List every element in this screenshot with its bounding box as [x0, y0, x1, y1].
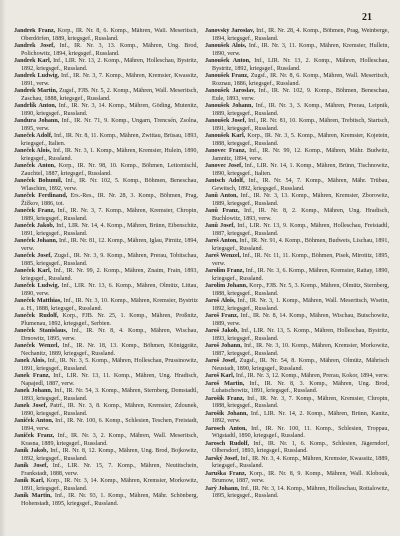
entry	[205, 238, 389, 253]
entry-details: Inf., IR. Nr. 3, 13. Komp., Mähren, Kremsier, Zborowitz, 1889, kriegsgef., Russland.	[212, 193, 389, 207]
entry-details: Inf., LIR. Nr. 13, 5. Komp., Mähren, Holleschau, Bystritz, 1893, kriegsgef., Russland.	[212, 328, 389, 342]
entry	[14, 403, 198, 418]
entry	[14, 448, 198, 463]
entry	[205, 103, 389, 118]
entry-details: Inf., IR. Nr. 3, 7. Komp., Mähren, Kremsier, Chropin, 1888, kriegsgef., Russland.	[212, 395, 389, 409]
entry	[205, 471, 389, 486]
entry-details: Inf., LIR. Nr. 15, 7. Komp., Mähren, Neutitschein, Frankstadt, 1888, verw.	[21, 463, 198, 477]
entry-name: Janoušek Jaroslav,	[205, 88, 256, 94]
entry	[14, 283, 198, 298]
entry-details: Korp., IR. Nr. 98, 10. Komp., Böhmen, Leitomischl, Zauchtel, 1887, kriegsgef., Russland.	[21, 163, 198, 177]
entry-details: Zugsf., IR. Nr. 3, 9. Komp., Mähren, Prerau, Tobitschau, 1885, kriegsgef., Russland.	[21, 253, 198, 267]
entry-details: Inf., LIR. Nr. 13, 6. Komp., Mähren, Olmütz, Littau, 1890, verw.	[21, 283, 198, 297]
entry-name: Janiček Franz,	[14, 433, 55, 439]
entry	[205, 343, 389, 358]
entry-name: Jarošík Franz,	[205, 395, 245, 402]
entry	[14, 133, 198, 148]
entry-name: Jarý Johann,	[205, 485, 240, 492]
entry-name: Janek Josef,	[14, 403, 48, 409]
entry-details: Inf., LIR. Nr. 13, 11. Komp., Mähren, Ung. Hradisch, Napajedl, 1887, verw.	[21, 373, 198, 387]
entry-name: Jaroš Jakob,	[205, 328, 239, 334]
entry-details: Inf., IR. Nr. 3, 13. Komp., Mähren, Ung. Brod, Polichowitz, 1894, kriegsgef., Russland.	[21, 43, 198, 57]
entry-name: Janek Johann,	[14, 388, 53, 394]
entry	[205, 411, 389, 426]
entry	[14, 493, 198, 508]
entry-details: Inf., LIR. Nr. 14, 4. Komp., Mähren, Brünn, Eibenschitz, 1891, kriegsgef., Russland.	[21, 223, 198, 237]
entry	[14, 343, 198, 358]
entry-name: Jareš Anton,	[205, 238, 238, 244]
entry-details: Inf., IR. Nr. 1, 6. Komp., Schlesien, Jägerndorf, Olbersdorf, 1893, kriegsgef., Russland.	[212, 440, 389, 454]
entry	[205, 313, 389, 328]
entry-name: Jandrek Martin,	[14, 88, 58, 94]
entry-name: Janeček Rudolf,	[14, 313, 59, 319]
entry-name: Janík Jakob,	[14, 448, 49, 454]
column-left	[14, 28, 198, 530]
entry-name: Jandrek Franz,	[14, 28, 56, 34]
entry	[14, 58, 198, 73]
entry-name: Jandura Johann,	[14, 118, 60, 124]
entry-details: Inf., IR. Nr. 81, 12. Komp., Mähren, Iglau, Pirnitz, 1894, verw.	[21, 238, 198, 252]
entry-details: Inf., IR. Nr. 18, 13. Komp., Böhmen, Königgrätz, Nechanitz, 1889, kriegsgef., Russland.	[21, 343, 198, 357]
entry-details: Inf., IR. Nr. 8, 12. Komp., Mähren, Ung. Brod, Bojkowitz, 1892, kriegsgef., Russland.	[21, 448, 198, 462]
entry	[14, 28, 198, 43]
entry	[205, 43, 389, 58]
entry-details: Inf., IR. Nr. 54, 7. Komp., Mähren, Mähr. Trübau, Gewitsch, 1892, kriegsgef., Russland.	[212, 178, 389, 192]
entry	[205, 223, 389, 238]
entry	[205, 283, 389, 298]
entry-name: Janeček Johann,	[14, 238, 58, 244]
entry-details: Inf., IR. Nr. 99, 2. Komp., Mähren, Znaim, Frain, 1893, kriegsgef., Russland.	[21, 268, 198, 282]
column-right	[205, 28, 389, 530]
entry	[14, 148, 198, 163]
entry	[14, 223, 198, 238]
entry	[14, 358, 198, 373]
entry-details: Zugsf., IR. Nr. 8, 6. Komp., Mähren, Wall. Meseritsch, Roznau, 1886, kriegsgef., Russland.	[212, 73, 389, 87]
entry-details: Inf., IR. Nr. 3, 4. Komp., Mähren, Kremsier, Kwassitz, 1889, kriegsgef., Russland.	[212, 455, 389, 469]
entry	[205, 358, 389, 373]
entry-name: Janoušek Josef,	[205, 118, 247, 124]
entry-name: Jaroš Karl,	[205, 373, 235, 379]
entry-name: Jantsch Adolf,	[205, 178, 245, 184]
entry	[14, 88, 198, 103]
entry-details: Inf., IR. Nr. 3, 11. Komp., Mähren, Kremsier, Hullein, 1890, verw.	[212, 43, 389, 57]
entry-details: Inf., IR. Nr. 102, 5. Komp., Böhmen, Beneschau, Wlaschim, 1892, verw.	[21, 178, 198, 192]
entry-name: Jandrek Ludwig,	[14, 73, 60, 79]
entry	[205, 456, 389, 471]
entry-name: Janeček Wenzel,	[14, 343, 59, 349]
entry-details: Inf., IR. Nr. 100, 6. Komp., Schlesien, Teschen, Freistadt, 1894, verw.	[21, 418, 198, 432]
entry	[205, 178, 389, 193]
entry-details: Zugsf., IR. Nr. 54, 8. Komp., Mähren, Olmütz, Mährisch Neustadt, 1890, kriegsgef., Russland.	[212, 358, 389, 372]
entry-name: Jarský Josef,	[205, 455, 239, 462]
entry	[205, 133, 389, 148]
entry-name: Jarolím Johann,	[205, 283, 248, 289]
entry-details: Inf., IR. Nr. 102, 9. Komp., Böhmen, Beneschau, Eule, 1893, verw.	[212, 88, 389, 102]
entry-name: Janík Karl,	[14, 478, 45, 484]
entry-details: Inf., IR. Nr. 3, 6. Komp., Mähren, Kremsier, Rattay, 1890, kriegsgef., Russland.	[212, 268, 389, 282]
entry	[205, 268, 389, 283]
entry-name: Janeček Stanislaus,	[14, 328, 68, 334]
entry-details: Inf., IR. Nr. 91, 4. Komp., Böhmen, Budweis, Lischau, 1891, kriegsgef., Russland.	[212, 238, 389, 252]
entry-details: Ers.-Res., IR. Nr. 28, 3. Komp., Böhmen, Prag, Žižkov, 1886, tot.	[21, 193, 198, 207]
entry-details: Inf., IR. Nr. 100, 11. Komp., Schlesien, Troppau, Wigstadtl, 1890, kriegsgef., Russland.	[212, 425, 389, 439]
entry	[205, 58, 389, 73]
entry-details: Inf., IR. Nr. 8, 11. Komp., Mähren, Zwittau, Brüsau, 1893, kriegsgef., Italien.	[21, 133, 198, 147]
entry	[14, 373, 198, 388]
entry	[14, 238, 198, 253]
entry-details: Inf., IR. Nr. 3, 14. Komp., Mähren, Holleschau, Rottalowitz, 1895, kriegsgef., Russland.	[212, 485, 389, 499]
entry-name: Janek Alois,	[14, 358, 46, 364]
entry	[14, 253, 198, 268]
entry	[14, 163, 198, 178]
entry-details: Inf., IR. Nr. 3, 12. Komp., Mähren, Prerau, Kokor, 1894, verw.	[235, 373, 389, 379]
entry-name: Jarošík Johann,	[205, 410, 248, 417]
entry	[14, 433, 198, 448]
entry-details: Inf., IR. Nr. 3, 10. Komp., Mähren, Kremsier, Morkowitz, 1887, kriegsgef., Russland.	[212, 343, 389, 357]
entry-details: Zugsf., FJB. Nr. 5, 2. Komp., Mähren, Wall. Meseritsch, Zaschau, 1888, kriegsgef., Russland.	[21, 88, 198, 102]
entry-name: Janek Franz,	[14, 373, 50, 379]
entry-details: Inf., IR. Nr. 99, 12. Komp., Mähren, Mähr. Budwitz, Jamnitz, 1894, verw.	[212, 148, 389, 162]
entry	[14, 418, 198, 433]
entry	[205, 28, 389, 43]
entry-name: Jaruška Franz,	[205, 470, 247, 477]
entry-name: Jandrek Karl,	[14, 58, 52, 64]
entry	[205, 486, 389, 501]
entry	[205, 396, 389, 411]
entry-details: Inf., IR. Nr. 8, 14. Komp., Mähren, Wischau, Butschowitz, 1889, verw.	[212, 313, 389, 327]
entry	[14, 388, 198, 403]
entry-name: Janeček Ludwig,	[14, 283, 60, 289]
entry-name: Janeček Matthias,	[14, 298, 62, 304]
entry-name: Janeček Ferdinand,	[14, 193, 68, 199]
entry-details: Inf., LIR. Nr. 14, 1. Komp., Mähren, Brünn, Tischnowitz, 1890, kriegsgef., Italien.	[212, 163, 389, 177]
entry	[205, 118, 389, 133]
entry-name: Janoušek Karl,	[205, 133, 246, 139]
entry-name: Janů Franz,	[205, 208, 240, 214]
entry-name: Janovec Franz,	[205, 148, 247, 154]
entry-name: Janovec Josef,	[205, 163, 243, 169]
entry-name: Jaroš Franz,	[205, 313, 239, 319]
entry	[14, 463, 198, 478]
entry	[14, 328, 198, 343]
entry	[205, 381, 389, 396]
entry-details: Inf., IR. Nr. 54, 3. Komp., Mähren, Sternberg, Domstadtl, 1893, kriegsgef., Russland.	[21, 388, 198, 402]
entry-name: Janů Anton,	[205, 193, 238, 199]
entry-details: Korp., FJB. Nr. 25, 1. Komp., Mähren, Proßnitz, Plumenau, 1892, kriegsgef., Serbien.	[21, 313, 198, 327]
entry	[14, 298, 198, 313]
entry-details: Inf., IR. Nr. 3, 3. Komp., Mähren, Prerau, Leipnik, 1889, kriegsgef., Russland.	[212, 103, 389, 117]
entry	[205, 441, 389, 456]
entry-name: Janeček Anton,	[14, 163, 56, 169]
entry-name: Janeček Josef,	[14, 253, 52, 259]
entry	[205, 88, 389, 103]
entry-details: Inf., IR. Nr. 8, 2. Komp., Mähren, Ung. Hradisch, Buchlowitz, 1893, verw.	[212, 208, 389, 222]
entry	[14, 313, 198, 328]
entry-details: Inf., IR. Nr. 81, 10. Komp., Mähren, Trebitsch, Startsch, 1891, kriegsgef., Russland.	[212, 118, 389, 132]
entry	[14, 103, 198, 118]
entry	[205, 193, 389, 208]
entry-details: Inf., IR. Nr. 3, 1. Komp., Mähren, Kremsier, Hulein, 1890, kriegsgef., Russland.	[21, 148, 198, 162]
entry-name: Jareš Wenzel,	[205, 253, 241, 259]
entry	[14, 478, 198, 493]
entry-name: Jandrlík Anton,	[14, 103, 57, 109]
entry-details: Inf., LIR. Nr. 14, 2. Komp., Mähren, Brünn, Kanitz, 1892, verw.	[212, 410, 389, 424]
entry-name: Janeček Adolf,	[14, 133, 53, 139]
entry-name: Jandrek Josef,	[14, 43, 55, 49]
entry-name: Janoušek Franz,	[205, 73, 249, 79]
entry	[205, 73, 389, 88]
entry	[14, 118, 198, 133]
entry-details: Inf., LIR. Nr. 13, 2. Komp., Mähren, Holleschau, Bystritz, 1892, kriegsgef., Russland.	[21, 58, 198, 72]
entry-name: Jaroš Josef,	[205, 358, 237, 364]
entry-name: Janoušek Johann,	[205, 103, 253, 109]
entry-name: Jaroš Martin,	[205, 380, 245, 387]
entry-details: Inf., IR. Nr. 3, 5. Komp., Mähren, Holleschau, Prussinowitz, 1891, kriegsgef., Russland.	[21, 358, 198, 372]
page-number: 21	[362, 12, 372, 23]
entry-name: Jaroš Alois,	[205, 298, 236, 304]
entry	[205, 298, 389, 313]
entry-details: Inf., IR. Nr. 71, 9. Komp., Ungarn, Trencsén, Zsolna, 1895, verw.	[21, 118, 198, 132]
entry	[205, 163, 389, 178]
entry-name: Jarolím Franz,	[205, 268, 244, 274]
entry-details: Inf., IR. Nr. 8, 4. Komp., Mähren, Wischau, Drnowitz, 1895, verw.	[21, 328, 198, 342]
entry-name: Janeček Karl,	[14, 268, 52, 274]
entry-name: Jarosch Rudolf,	[205, 440, 250, 447]
entry-name: Janovský Jaroslav,	[205, 28, 255, 34]
entry-name: Janík Martin,	[14, 493, 52, 499]
entry	[205, 328, 389, 343]
entry-details: Korp., IR. Nr. 3, 14. Komp., Mähren, Kremsier, Morkowitz, 1891, kriegsgef., Russland.	[21, 478, 198, 492]
entry-details: Patrf., IR. Nr. 3, 8. Komp., Mähren, Kremsier, Zdounek, 1890, kriegsgef., Russland.	[21, 403, 198, 417]
entry-name: Janeček Franz,	[14, 208, 55, 214]
entry	[14, 193, 198, 208]
entry	[14, 43, 198, 58]
entry-details: Inf., IR. Nr. 3, 1. Komp., Mähren, Wall. Meseritsch, Wsetin, 1892, kriegsgef., Russland.	[212, 298, 389, 312]
entry-details: Inf., IR. Nr. 8, 3. Komp., Mähren, Ung. Brod, Luhatschowitz, 1891, kriegsgef., Russland.	[212, 380, 389, 394]
entry-details: Korp., FJB. Nr. 5, 3. Komp., Mähren, Olmütz, Sternberg, 1888, kriegsgef., Russland.	[212, 283, 389, 297]
entry-details: Inf., LIR. Nr. 13, 2. Komp., Mähren, Holleschau, Bystritz, 1892, kriegsgef., Russland.	[212, 58, 389, 72]
entry-name: Janík Josef,	[14, 463, 48, 469]
entry-details: Inf., IR. Nr. 3, 10. Komp., Mähren, Kremsier, Bystritz a. H., 1888, kriegsgef., Russland.	[21, 298, 198, 312]
entry-name: Janů Josef,	[205, 223, 235, 229]
entry-details: Inf., IR. Nr. 3, 7. Komp., Mähren, Kremsier, Kwassitz, 1891, verw.	[21, 73, 198, 87]
entry	[205, 253, 389, 268]
entry-details: Inf., LIR. Nr. 13, 9. Komp., Mähren, Holleschau, Freistadtl, 1887, kriegsgef., Russland.	[212, 223, 389, 237]
entry	[14, 208, 198, 223]
entry-name: Janeček Bohumil,	[14, 178, 63, 184]
entry-details: Inf., IR. Nr. 11, 11. Komp., Böhmen, Pisek, Mirotitz, 1895, verw.	[212, 253, 389, 267]
entry-details: Inf., IR. Nr. 3, 2. Komp., Mähren, Wall. Meseritsch, Krasna, 1889, kriegsgef., Russland.	[21, 433, 198, 447]
entry-details: Inf., IR. Nr. 28, 4. Komp., Böhmen, Prag, Weinberge, 1894, kriegsgef., Russland.	[212, 28, 389, 42]
entry-name: Janeček Alois,	[14, 148, 52, 154]
entry-details: Korp., IR. Nr. 3, 5. Komp., Mähren, Kremsier, Kojetein, 1888, kriegsgef., Russland.	[212, 133, 389, 147]
entry	[14, 178, 198, 193]
entry-name: Jaroš Johann,	[205, 343, 242, 349]
entry-details: Inf., IR. Nr. 3, 14. Komp., Mähren, Göding, Mutenitz, 1890, kriegsgef., Russland.	[21, 103, 198, 117]
entry	[205, 208, 389, 223]
entry-name: Jarosch Anton,	[205, 425, 247, 432]
entry-name: Janoušek Anton,	[205, 58, 251, 64]
entry	[205, 426, 389, 441]
entry	[205, 148, 389, 163]
entry	[14, 268, 198, 283]
entry-details: Korp., IR. Nr. 8, 9. Komp., Mähren, Wall. Klobouk, Brumow, 1887, verw.	[212, 470, 389, 484]
entry-name: Janiček Anton,	[14, 418, 54, 424]
entry-details: Inf., IR. Nr. 93, 1. Komp., Mähren, Mähr. Schönberg, Hohenstadt, 1895, kriegsgef., Russland.	[21, 493, 198, 507]
entry-details: Inf., IR. Nr. 3, 7. Komp., Mähren, Kremsier, Chropin, 1889, kriegsgef., Russland.	[21, 208, 198, 222]
entry	[14, 73, 198, 88]
entry-name: Janeček Jakob,	[14, 223, 55, 229]
entry-details: Korp., IR. Nr. 8, 6. Komp., Mähren, Wall. Meseritsch, Oberdörfen, 1889, kriegsgef., Russland.	[21, 28, 198, 42]
entry-name: Janoušek Alois,	[205, 43, 247, 49]
entry	[205, 373, 389, 381]
